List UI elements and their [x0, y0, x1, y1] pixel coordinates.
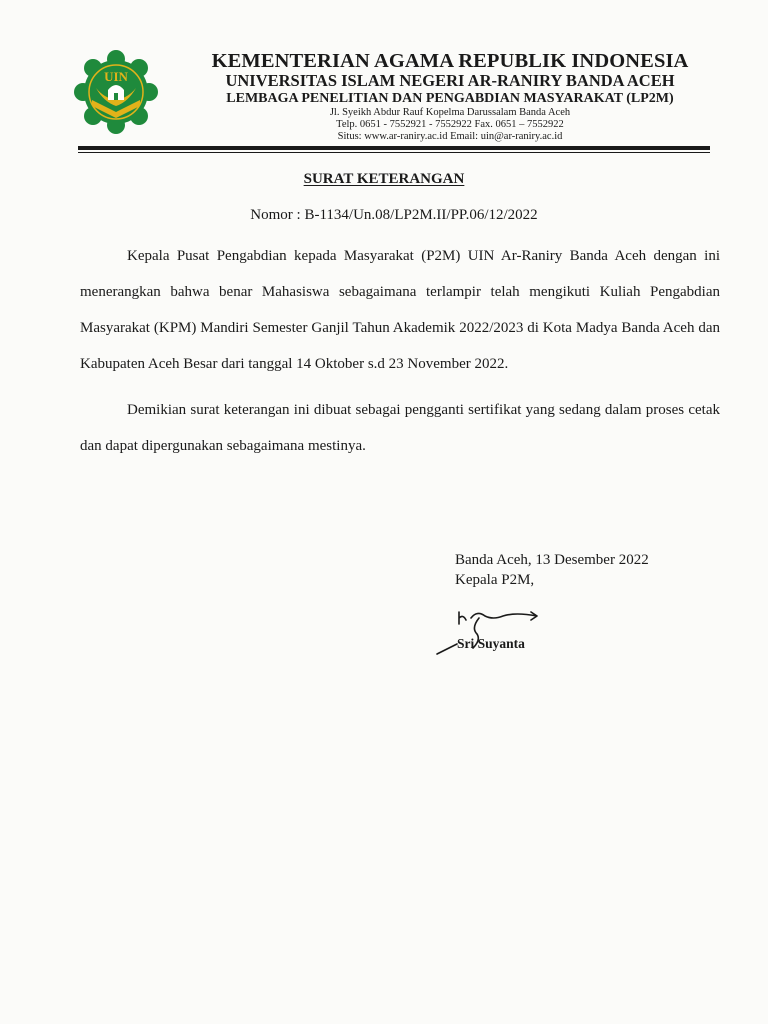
body-paragraph-1: Kepala Pusat Pengabdian kepada Masyarakat (P2M) UIN Ar-Raniry Banda Aceh dengan ini menerangkan bahwa benar Mahasiswa sebagaimana terlampir telah mengikuti Kuliah Pengabdian Masyarakat (KPM) Mandiri Semester Ganjil Tahun Akademik 2022/2023 di Kota Madya Banda Aceh dan Kabupaten Aceh Besar dari tanggal 14 Oktober s.d 23 November 2022.: [80, 248, 720, 372]
place-date: Banda Aceh, 13 Desember 2022: [455, 552, 649, 568]
institute-name: LEMBAGA PENELITIAN DAN PENGABDIAN MASYARAKAT (LP2M): [226, 91, 674, 106]
university-logo: [70, 50, 162, 134]
document-title-text: SURAT KETERANGAN: [303, 171, 465, 187]
address-line: Jl. Syeikh Abdur Rauf Kopelma Darussalam Banda Aceh: [329, 107, 571, 118]
signer-position: Kepala P2M,: [455, 572, 535, 588]
signer-name: Sri Suyanta: [457, 636, 525, 651]
document-number: Nomor : B-1134/Un.08/LP2M.II/PP.06/12/2022: [250, 207, 538, 223]
logo-lettering: UIN: [104, 69, 128, 84]
ministry-name: KEMENTERIAN AGAMA REPUBLIK INDONESIA: [211, 50, 689, 72]
letterhead-rule-thin: [78, 152, 710, 153]
phone-line: Telp. 0651 - 7552921 - 7552922 Fax. 0651 – 7552922: [336, 119, 564, 130]
uin-logo-icon: [70, 50, 162, 134]
signature-block: [455, 550, 649, 590]
letterhead-rule-thick: [78, 146, 710, 150]
university-name: UNIVERSITAS ISLAM NEGERI AR-RANIRY BANDA ACEH: [225, 71, 675, 90]
document-title: [0, 171, 768, 188]
letterhead: [0, 0, 768, 160]
web-line: Situs: www.ar-raniry.ac.id Email: uin@ar-raniry.ac.id: [337, 131, 563, 142]
letterhead-text: [170, 50, 730, 143]
body-paragraph-2: Demikian surat keterangan ini dibuat sebagai pengganti sertifikat yang sedang dalam proses cetak dan dapat dipergunakan sebagaimana mestinya.: [80, 402, 720, 454]
